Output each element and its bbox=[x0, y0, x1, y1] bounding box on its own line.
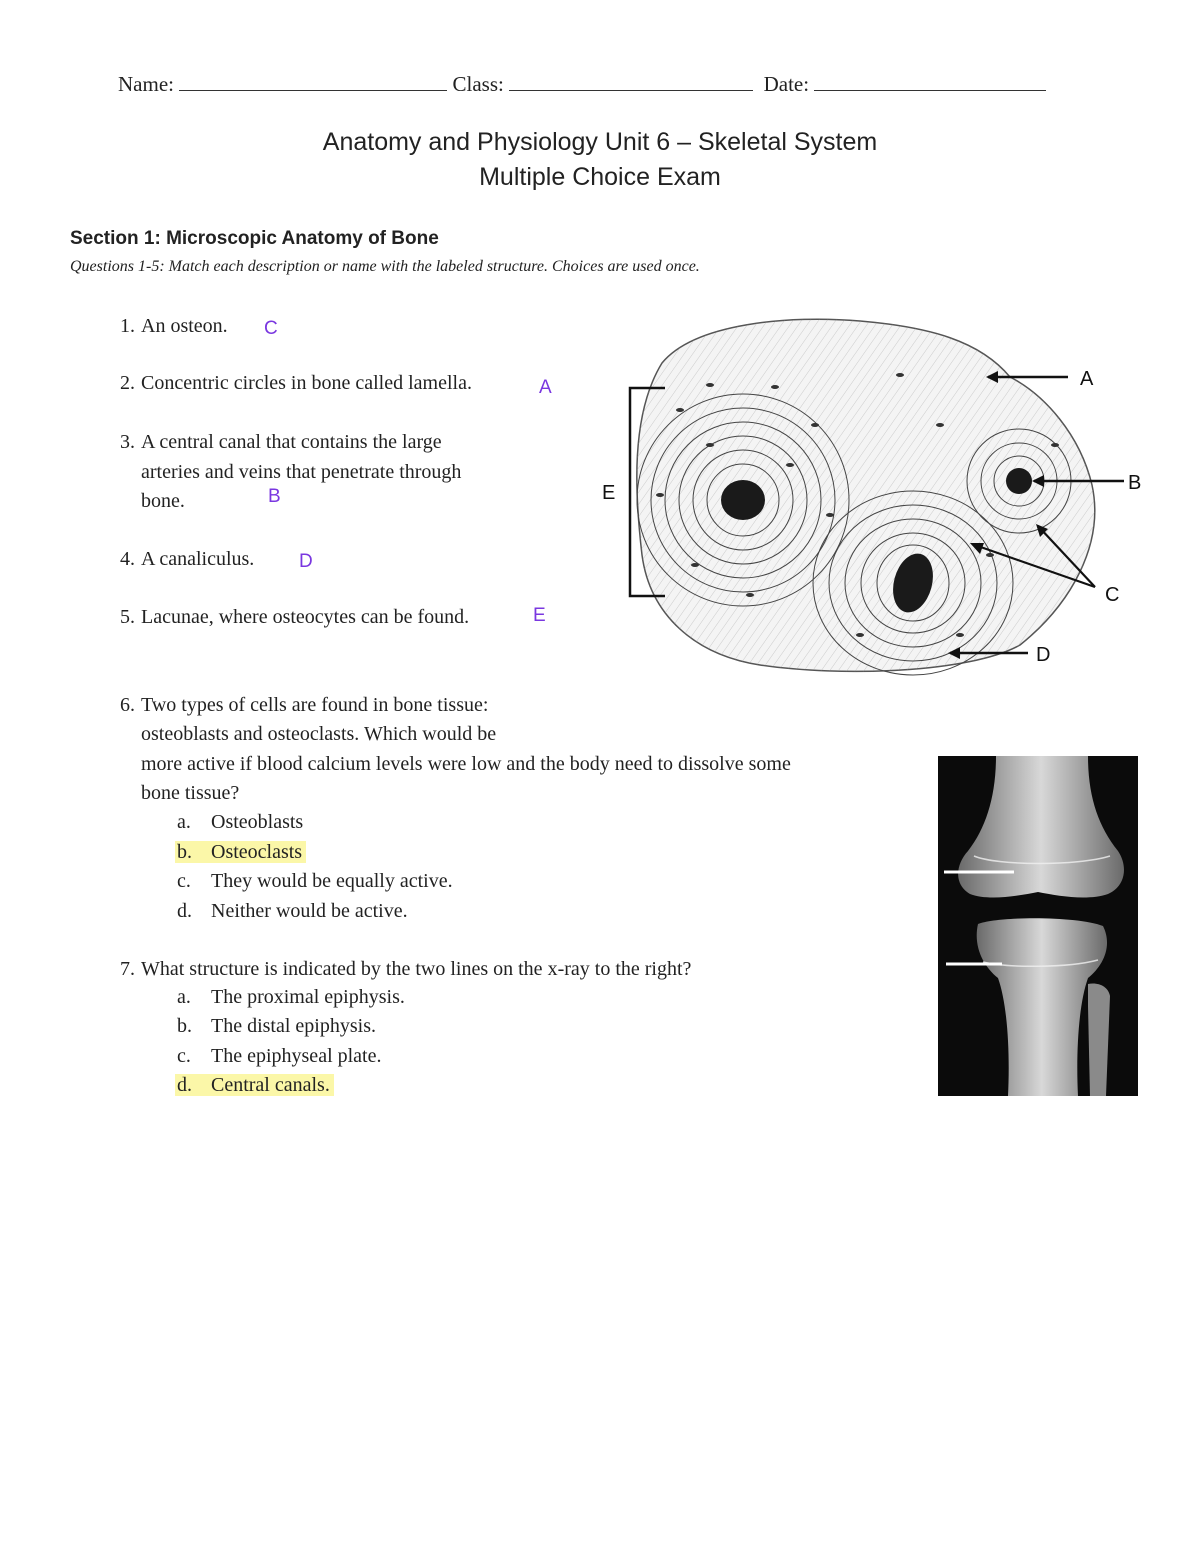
question-number: 6. bbox=[120, 694, 135, 716]
name-blank[interactable] bbox=[179, 72, 447, 91]
option-letter: b. bbox=[177, 841, 192, 863]
name-label: Name: bbox=[118, 72, 174, 96]
central-canal-left bbox=[721, 480, 765, 520]
q7-option-c[interactable] bbox=[177, 1041, 382, 1071]
option-text: Osteoblasts bbox=[211, 811, 304, 833]
question-text-line: bone. bbox=[141, 490, 185, 512]
date-label: Date: bbox=[763, 72, 810, 96]
question-text-line: Two types of cells are found in bone tissue: bbox=[141, 694, 489, 716]
exam-title: Anatomy and Physiology Unit 6 – Skeletal System bbox=[322, 128, 878, 156]
q6-option-d[interactable] bbox=[177, 896, 408, 926]
q7-option-a[interactable] bbox=[177, 982, 405, 1012]
question-text: Concentric circles in bone called lamella. bbox=[141, 372, 472, 394]
label-c: C bbox=[1105, 584, 1120, 606]
question-text: An osteon. bbox=[141, 315, 228, 337]
exam-subtitle: Multiple Choice Exam bbox=[479, 163, 721, 191]
option-letter: d. bbox=[177, 900, 192, 922]
answer-highlight bbox=[175, 841, 306, 863]
question-text-line: arteries and veins that penetrate through bbox=[141, 461, 462, 483]
label-b: B bbox=[1128, 472, 1142, 494]
option-text: The epiphyseal plate. bbox=[211, 1045, 382, 1067]
option-text: The distal epiphysis. bbox=[211, 1015, 376, 1037]
question-4 bbox=[105, 544, 585, 574]
section-instructions: Questions 1-5: Match each description or name with the labeled structure. Choices are used once. bbox=[70, 258, 700, 275]
class-label: Class: bbox=[452, 72, 504, 96]
knee-xray-image bbox=[938, 756, 1138, 1096]
question-number: 3. bbox=[120, 431, 135, 453]
answer-highlight bbox=[175, 1074, 334, 1096]
q7-option-d[interactable] bbox=[177, 1070, 334, 1100]
date-blank[interactable] bbox=[814, 72, 1046, 91]
question-text: Lacunae, where osteocytes can be found. bbox=[141, 606, 470, 628]
question-text: A canaliculus. bbox=[141, 548, 255, 570]
q7-option-b[interactable] bbox=[177, 1011, 376, 1041]
option-text: Neither would be active. bbox=[211, 900, 408, 922]
answer-5: E bbox=[533, 605, 546, 626]
question-number: 7. bbox=[120, 958, 135, 980]
question-number: 1. bbox=[120, 315, 135, 337]
option-letter: a. bbox=[177, 986, 191, 1008]
question-6 bbox=[105, 690, 925, 810]
label-e: E bbox=[602, 482, 616, 504]
question-text: What structure is indicated by the two lines on the x-ray to the right? bbox=[141, 958, 692, 980]
question-text-line: osteoblasts and osteoclasts. Which would be bbox=[141, 723, 497, 745]
header-fields bbox=[118, 72, 1046, 97]
question-text-line: more active if blood calcium levels were low and the body need to dissolve some bbox=[141, 753, 791, 775]
answer-3: B bbox=[268, 486, 281, 507]
question-3 bbox=[105, 427, 585, 517]
option-letter: d. bbox=[177, 1074, 192, 1096]
class-blank[interactable] bbox=[509, 72, 753, 91]
option-letter: b. bbox=[177, 1015, 192, 1037]
option-text: Osteoclasts bbox=[211, 841, 303, 863]
option-letter: c. bbox=[177, 1045, 191, 1067]
question-text-line: bone tissue? bbox=[141, 782, 240, 804]
section-heading: Section 1: Microscopic Anatomy of Bone bbox=[70, 228, 439, 249]
question-1 bbox=[105, 311, 585, 341]
bone-texture bbox=[637, 319, 1095, 671]
question-5 bbox=[105, 602, 585, 632]
q6-option-c[interactable] bbox=[177, 866, 453, 896]
q6-option-b[interactable] bbox=[177, 837, 306, 867]
q6-option-a[interactable] bbox=[177, 807, 303, 837]
answer-1: C bbox=[264, 318, 278, 339]
question-number: 5. bbox=[120, 606, 135, 628]
label-a: A bbox=[1080, 368, 1094, 390]
label-d: D bbox=[1036, 644, 1051, 666]
question-text-line: A central canal that contains the large bbox=[141, 431, 442, 453]
option-text: The proximal epiphysis. bbox=[211, 986, 405, 1008]
central-canal-right bbox=[1006, 468, 1032, 494]
answer-2: A bbox=[539, 377, 552, 398]
option-letter: c. bbox=[177, 870, 191, 892]
option-text: Central canals. bbox=[211, 1074, 330, 1096]
question-2 bbox=[105, 368, 585, 398]
answer-4: D bbox=[299, 551, 313, 572]
bone-cross-section-diagram bbox=[600, 315, 1140, 675]
question-number: 2. bbox=[120, 372, 135, 394]
question-number: 4. bbox=[120, 548, 135, 570]
option-letter: a. bbox=[177, 811, 191, 833]
option-text: They would be equally active. bbox=[211, 870, 453, 892]
question-7 bbox=[105, 954, 925, 984]
